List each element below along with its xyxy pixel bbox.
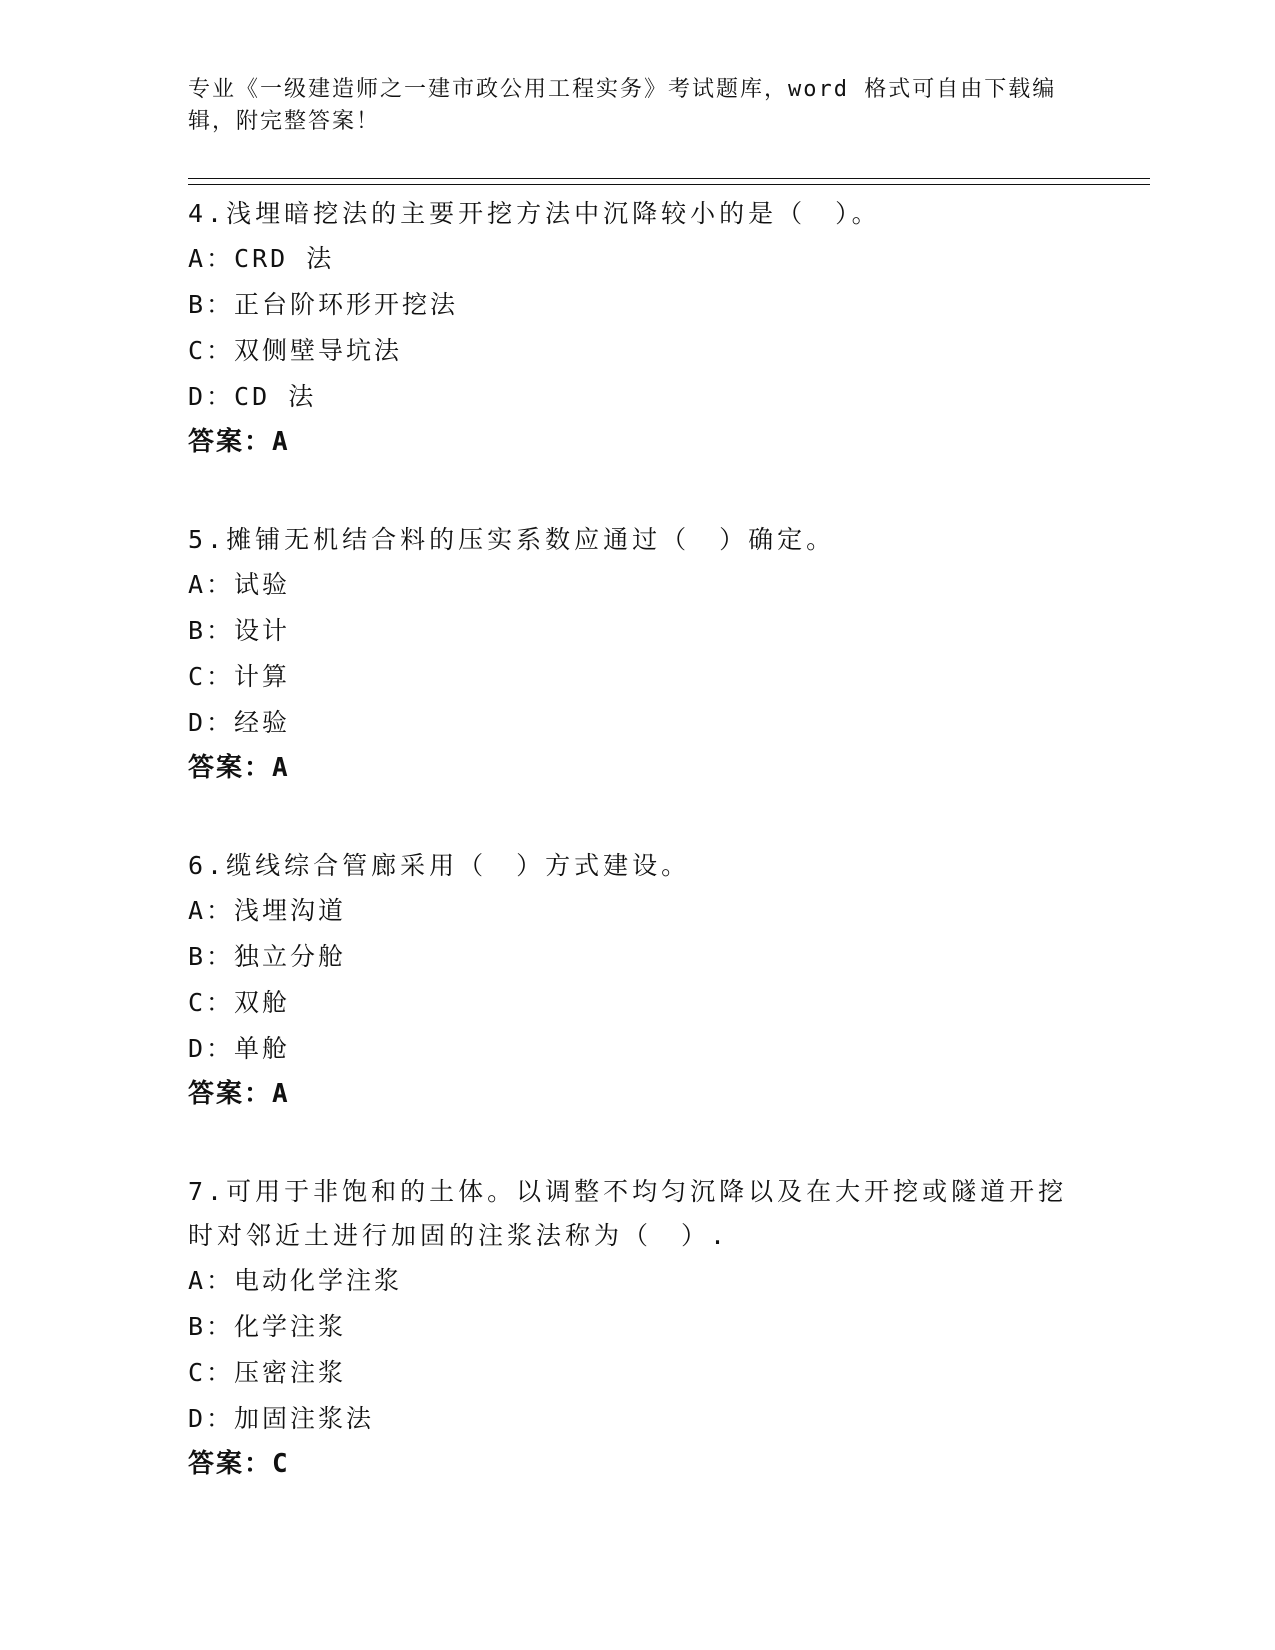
option-c: C：压密注浆 [188, 1358, 347, 1387]
option-d: D：经验 [188, 708, 291, 737]
option-b: B：独立分舱 [188, 942, 347, 971]
header-double-rule [188, 178, 1150, 185]
answer: 答案：A [188, 427, 290, 457]
answer: 答案：A [188, 753, 290, 783]
question-list [188, 192, 1088, 1540]
question-stem: 6.缆线综合管廊采用（ ）方式建设。 [188, 851, 691, 880]
option-a: A：电动化学注浆 [188, 1266, 403, 1295]
question-5 [188, 518, 1088, 790]
option-d: D：单舱 [188, 1034, 291, 1063]
option-b: B：化学注浆 [188, 1312, 347, 1341]
option-c: C：双舱 [188, 988, 291, 1017]
question-7 [188, 1170, 1088, 1486]
question-4 [188, 192, 1088, 464]
option-a: A：CRD 法 [188, 244, 335, 273]
option-c: C：计算 [188, 662, 291, 691]
option-d: D：加固注浆法 [188, 1404, 375, 1433]
answer: 答案：A [188, 1079, 290, 1109]
question-6 [188, 844, 1088, 1116]
document-header: 专业《一级建造师之一建市政公用工程实务》考试题库，word 格式可自由下载编辑，附完整答案！ [188, 77, 1057, 134]
option-c: C：双侧壁导坑法 [188, 336, 403, 365]
question-stem: 4.浅埋暗挖法的主要开挖方法中沉降较小的是（ ）。 [188, 199, 881, 228]
answer: 答案：C [188, 1449, 290, 1479]
option-a: A：试验 [188, 570, 291, 599]
option-b: B：设计 [188, 616, 291, 645]
option-b: B：正台阶环形开挖法 [188, 290, 459, 319]
question-stem: 5.摊铺无机结合料的压实系数应通过（ ）确定。 [188, 525, 836, 554]
option-d: D：CD 法 [188, 382, 317, 411]
option-a: A：浅埋沟道 [188, 896, 347, 925]
question-stem: 7.可用于非饱和的土体。以调整不均匀沉降以及在大开挖或隧道开挖时对邻近土进行加固的注浆法称为（ ）. [188, 1177, 1068, 1250]
